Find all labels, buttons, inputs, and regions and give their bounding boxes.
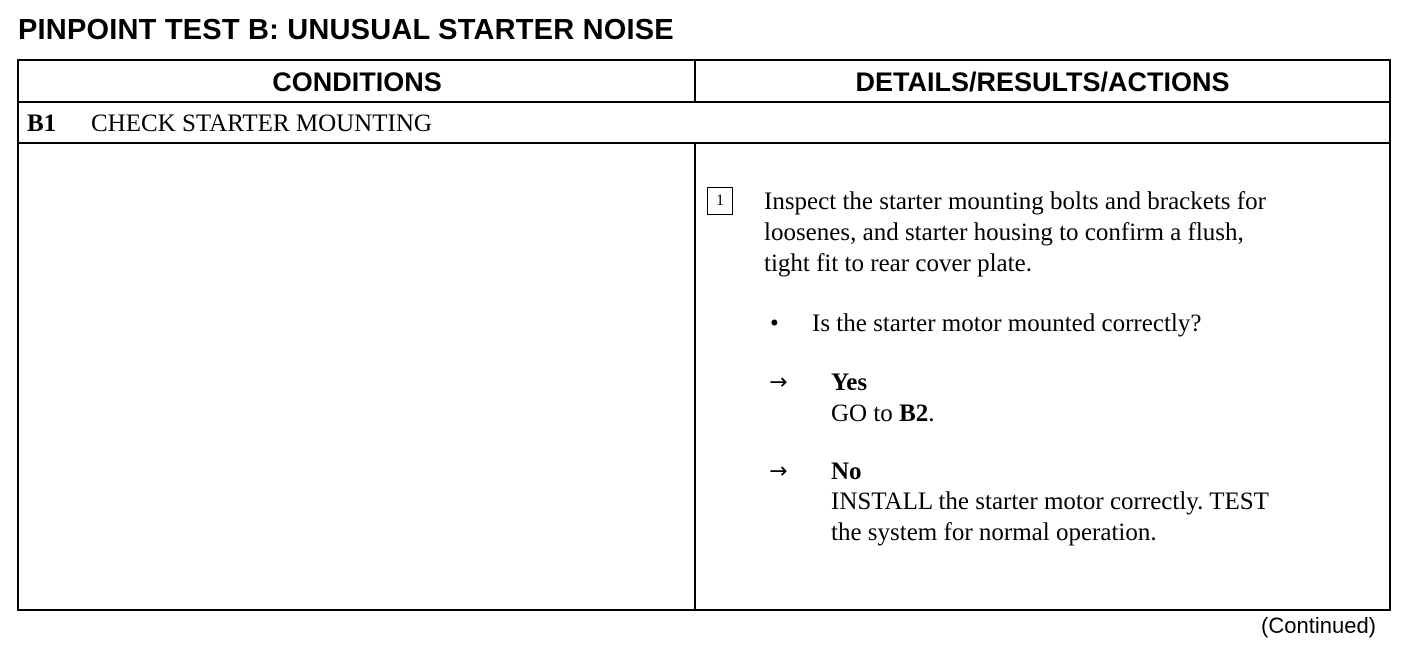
instruction-line-3: tight fit to rear cover plate. bbox=[764, 250, 1032, 277]
instruction-line-2: loosenes, and starter housing to confirm a flush, bbox=[764, 219, 1244, 246]
conditions-header: CONDITIONS bbox=[272, 67, 442, 97]
step-label: CHECK STARTER MOUNTING bbox=[91, 110, 432, 137]
question-text: Is the starter motor mounted correctly? bbox=[812, 310, 1202, 337]
instruction-line-1: Inspect the starter mounting bolts and brackets for bbox=[764, 188, 1266, 215]
continued-note: (Continued) bbox=[1261, 613, 1376, 638]
details-results-actions-header: DETAILS/RESULTS/ACTIONS bbox=[855, 67, 1230, 97]
yes-action-target: B2 bbox=[899, 400, 929, 427]
step-id: B1 bbox=[27, 110, 57, 137]
no-action-line-1: INSTALL the starter motor correctly. TEST bbox=[831, 488, 1269, 515]
yes-label: Yes bbox=[831, 369, 868, 396]
pinpoint-test-table bbox=[17, 59, 1391, 611]
yes-action bbox=[831, 398, 935, 429]
step-row bbox=[27, 105, 432, 143]
bullet-icon: • bbox=[770, 310, 779, 337]
yes-action-suffix: . bbox=[928, 400, 935, 427]
yes-arrow-icon: → bbox=[769, 370, 788, 395]
column-divider-body bbox=[694, 143, 696, 609]
page-title: PINPOINT TEST B: UNUSUAL STARTER NOISE bbox=[18, 14, 674, 46]
no-label: No bbox=[831, 458, 862, 485]
conditions-cell bbox=[19, 144, 694, 609]
no-action-line-2: the system for normal operation. bbox=[831, 519, 1157, 546]
yes-action-prefix: GO to bbox=[831, 400, 900, 427]
step-number-box: 1 bbox=[707, 187, 733, 215]
no-arrow-icon: → bbox=[769, 459, 788, 484]
